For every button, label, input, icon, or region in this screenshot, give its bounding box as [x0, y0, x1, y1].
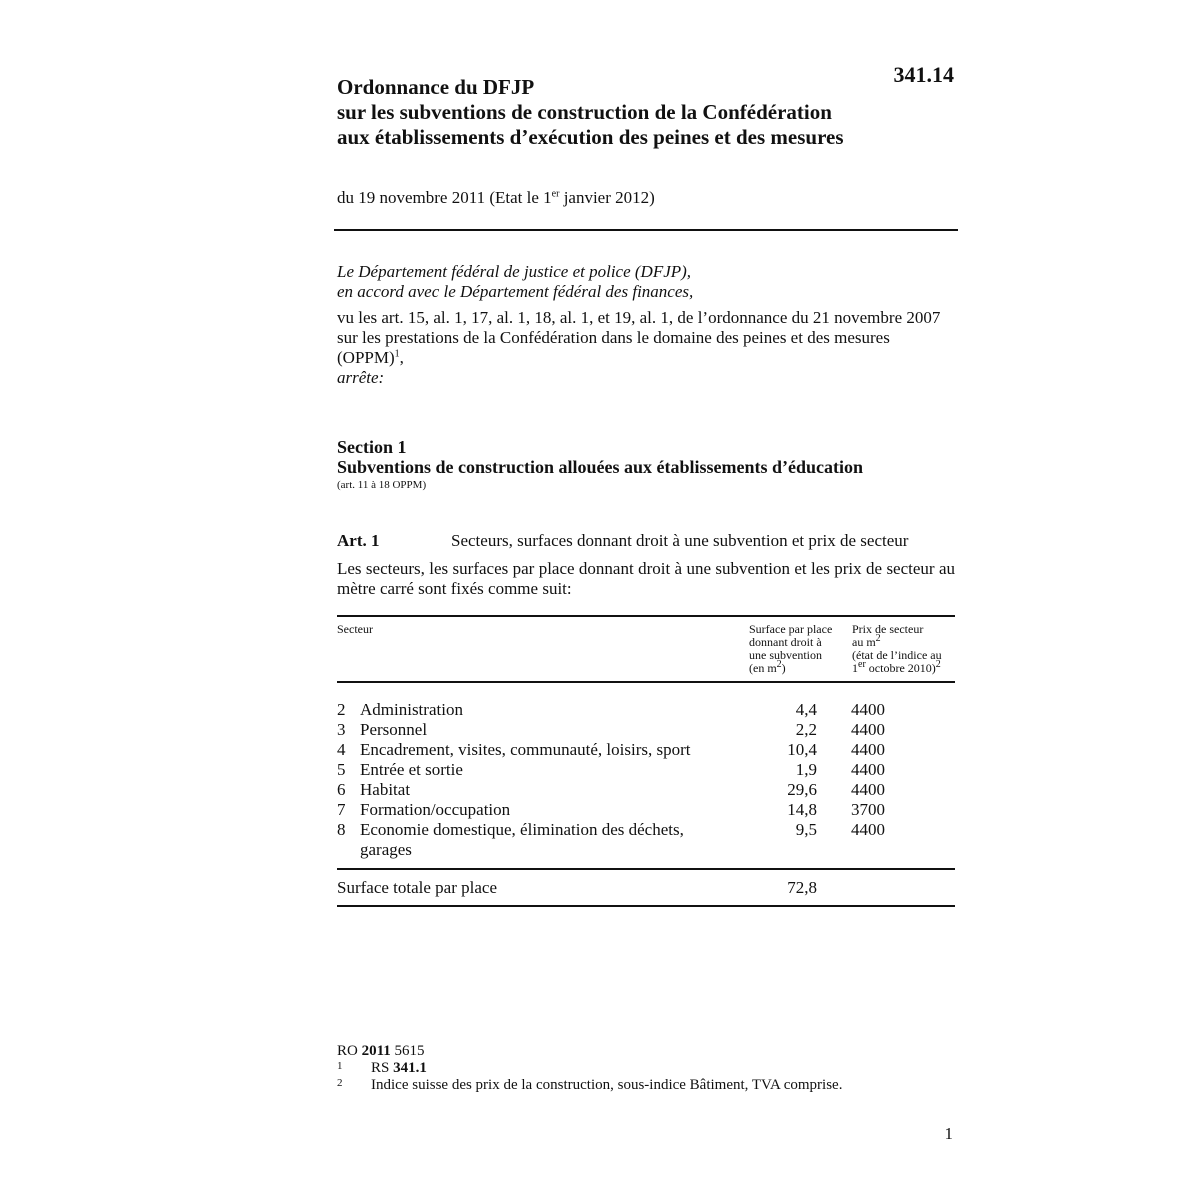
row-area: 29,6 — [787, 780, 817, 799]
row-label: Formation/occupation — [360, 800, 511, 819]
row-area: 4,4 — [795, 700, 817, 719]
header-secteur: Secteur — [337, 622, 373, 636]
row-number: 2 — [337, 700, 346, 719]
header-prix-line — [852, 659, 962, 675]
row-number: 7 — [337, 800, 346, 819]
row-label: Entrée et sortie — [360, 760, 463, 779]
ro-year: 2011 — [361, 1043, 391, 1059]
preamble-accord: en accord avec le Département fédéral des finances, — [337, 282, 694, 301]
header-prix-day-sup: er — [858, 659, 866, 670]
row-number: 3 — [337, 720, 346, 739]
table-total-rule — [337, 868, 955, 870]
row-area: 2,2 — [795, 720, 817, 739]
header-surface-line — [749, 659, 849, 675]
article-heading — [337, 531, 957, 551]
row-label: Administration — [360, 700, 463, 719]
header-prix — [852, 623, 962, 675]
header-unit-end: ) — [781, 661, 786, 675]
row-number: 5 — [337, 760, 346, 779]
row-price: 4400 — [851, 700, 885, 719]
date-suffix: janvier 2012) — [559, 188, 655, 207]
footnote-text: RS — [371, 1060, 394, 1076]
row-area: 9,5 — [795, 820, 817, 839]
footnote-text: Indice suisse des prix de la construction, sous-indice Bâtiment, TVA comprise. — [371, 1077, 843, 1093]
header-surface — [749, 623, 849, 675]
title-line: Ordonnance du DFJP — [337, 75, 535, 99]
title-line: aux établissements d’exécution des peines et des mesures — [337, 125, 844, 149]
preamble — [337, 262, 957, 388]
footnote-rs-number: 341.1 — [393, 1060, 427, 1076]
page-number: 1 — [944, 1124, 953, 1143]
article-number: Art. 1 — [337, 531, 380, 550]
row-area: 14,8 — [787, 800, 817, 819]
section-heading — [337, 437, 977, 491]
table-top-rule — [337, 615, 955, 617]
row-label: Habitat — [360, 780, 411, 799]
section-number: Section 1 — [337, 437, 407, 457]
total-value: 72,8 — [787, 878, 817, 897]
document-date — [337, 188, 655, 208]
row-number: 4 — [337, 740, 346, 759]
article-paragraph: Les secteurs, les surfaces par place donnant droit à une subvention et les prix de secteur au mètre carré sont fixés comme suit: — [337, 559, 955, 598]
row-price: 3700 — [851, 800, 885, 819]
row-label: Encadrement, visites, communauté, loisirs, sport — [360, 740, 691, 759]
header-unit: (en m — [749, 661, 777, 675]
header-prix-unit: au m — [852, 635, 876, 649]
header-prix-day: 1 — [852, 661, 858, 675]
row-number: 8 — [337, 820, 346, 839]
row-number: 6 — [337, 780, 346, 799]
footnote-ref-2[interactable]: 2 — [935, 659, 941, 670]
section-reference: (art. 11 à 18 OPPM) — [337, 479, 427, 491]
title-divider — [334, 229, 958, 231]
preamble-vu — [337, 308, 957, 368]
row-price: 4400 — [851, 720, 885, 739]
header-prix-unit-sup: 2 — [875, 633, 881, 644]
header-surface-line: une subvention — [749, 648, 822, 662]
preamble-authority: Le Département fédéral de justice et police (DFJP), — [337, 262, 692, 281]
row-area: 10,4 — [787, 740, 817, 759]
ro-prefix: RO — [337, 1043, 362, 1059]
footnote-mark: 2 — [337, 1077, 343, 1089]
footnote-2 — [337, 1077, 957, 1094]
ro-page: 5615 — [390, 1043, 425, 1059]
footnote-1 — [337, 1060, 957, 1077]
row-label: Personnel — [360, 720, 428, 739]
header-prix-month: octobre 2010) — [865, 661, 936, 675]
header-prix-line: (état de l’indice au — [852, 648, 942, 662]
table-bottom-rule — [337, 905, 955, 907]
footnote-mark: 1 — [337, 1060, 343, 1072]
row-price: 4400 — [851, 780, 885, 799]
title-line: sur les subventions de construction de la Confédération — [337, 100, 832, 124]
header-surface-line: Surface par place — [749, 622, 833, 636]
table-header-rule — [337, 681, 955, 683]
row-area: 1,9 — [795, 760, 817, 779]
header-unit-sup: 2 — [776, 659, 782, 670]
row-price: 4400 — [851, 760, 885, 779]
document-title — [337, 75, 977, 150]
row-price: 4400 — [851, 820, 885, 839]
article-title: Secteurs, surfaces donnant droit à une subvention et prix de secteur — [451, 531, 909, 550]
preamble-arrete: arrête: — [337, 368, 385, 387]
ro-reference — [337, 1043, 957, 1060]
document-number: 341.14 — [893, 62, 954, 87]
header-prix-line: Prix de secteur — [852, 622, 924, 636]
header-surface-line: donnant droit à — [749, 635, 822, 649]
footnote-ref-1[interactable]: 1 — [394, 348, 400, 360]
section-title: Subventions de construction allouées aux établissements d’éducation — [337, 457, 864, 477]
row-price: 4400 — [851, 740, 885, 759]
date-prefix: du 19 novembre 2011 (Etat le 1 — [337, 188, 552, 207]
date-sup: er — [551, 188, 560, 200]
total-label: Surface totale par place — [337, 878, 497, 897]
vu-end: , — [399, 348, 404, 367]
footnotes — [337, 1043, 957, 1094]
row-label: Economie domestique, élimination des déchets, garages — [360, 820, 684, 859]
vu-text: vu les art. 15, al. 1, 17, al. 1, 18, al. 1, et 19, al. 1, de l’ordonnance du 21 novembre 2007 sur les prestations de la Confédération dans le domaine des peines et des mesures (OPPM) — [337, 308, 941, 367]
